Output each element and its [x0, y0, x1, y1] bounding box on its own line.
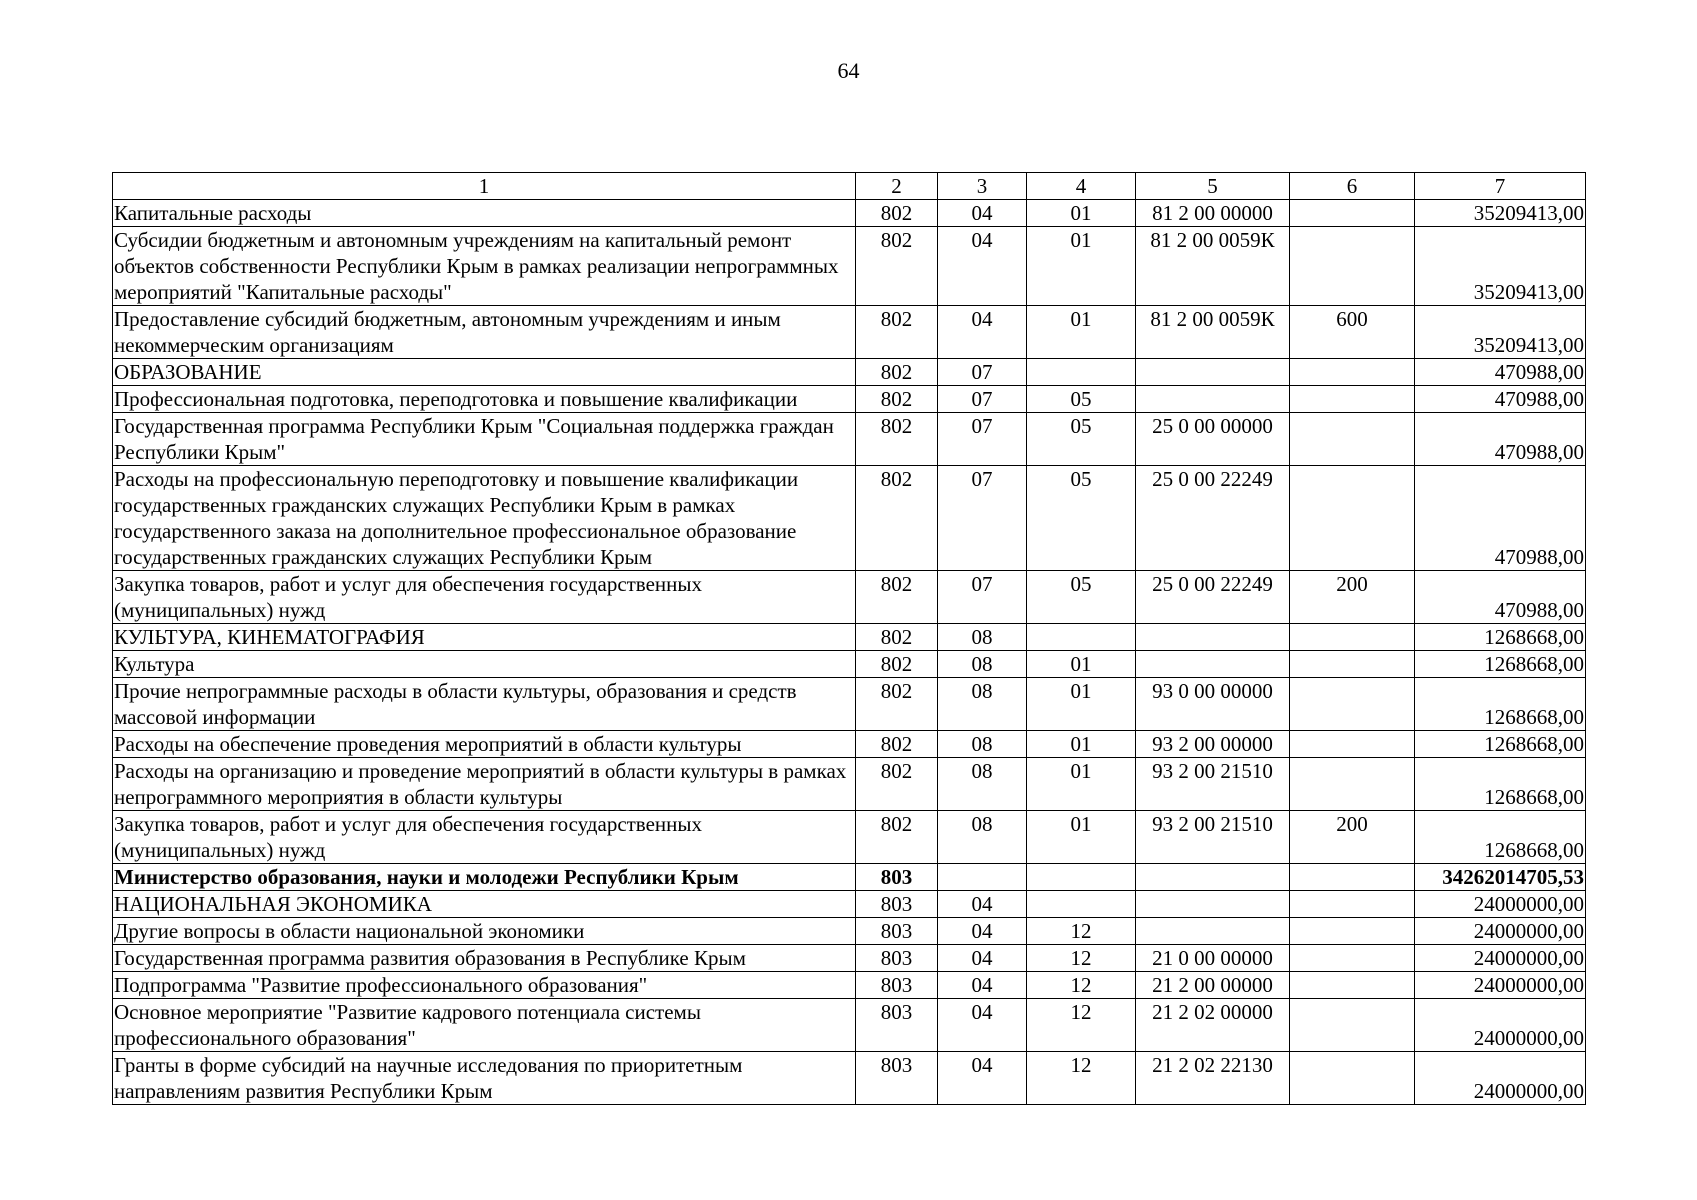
code-5-cell: 21 2 02 22130	[1136, 1052, 1290, 1105]
table-row	[113, 359, 1586, 386]
amount-cell: 24000000,00	[1415, 972, 1586, 999]
row-name-cell: Основное мероприятие "Развитие кадрового потенциала системы профессионального образования"	[113, 999, 856, 1052]
code-2-cell: 802	[856, 359, 938, 386]
amount-cell: 470988,00	[1415, 466, 1586, 571]
amount-cell: 1268668,00	[1415, 678, 1586, 731]
code-6-cell	[1290, 413, 1415, 466]
code-5-cell: 21 2 00 00000	[1136, 972, 1290, 999]
table-row	[113, 571, 1586, 624]
code-2-cell: 803	[856, 945, 938, 972]
code-5-cell: 21 0 00 00000	[1136, 945, 1290, 972]
code-6-cell	[1290, 386, 1415, 413]
header-row	[113, 173, 1586, 200]
table-row	[113, 945, 1586, 972]
code-4-cell: 01	[1027, 227, 1136, 306]
code-2-cell: 802	[856, 811, 938, 864]
row-name-cell: Гранты в форме субсидий на научные исследования по приоритетным направлениям развития Республики Крым	[113, 1052, 856, 1105]
table-row	[113, 306, 1586, 359]
code-5-cell: 25 0 00 00000	[1136, 413, 1290, 466]
amount-cell: 35209413,00	[1415, 200, 1586, 227]
amount-cell: 24000000,00	[1415, 1052, 1586, 1105]
code-3-cell: 08	[938, 731, 1027, 758]
code-2-cell: 802	[856, 413, 938, 466]
code-4-cell: 12	[1027, 945, 1136, 972]
code-2-cell: 802	[856, 466, 938, 571]
code-6-cell	[1290, 731, 1415, 758]
code-4-cell: 01	[1027, 678, 1136, 731]
code-5-cell	[1136, 624, 1290, 651]
row-name-cell: Расходы на обеспечение проведения мероприятий в области культуры	[113, 731, 856, 758]
code-3-cell: 04	[938, 999, 1027, 1052]
budget-table	[112, 172, 1586, 1105]
code-4-cell: 01	[1027, 811, 1136, 864]
code-2-cell: 803	[856, 864, 938, 891]
code-6-cell	[1290, 945, 1415, 972]
table-row	[113, 811, 1586, 864]
code-2-cell: 803	[856, 972, 938, 999]
code-5-cell	[1136, 651, 1290, 678]
code-4-cell: 01	[1027, 731, 1136, 758]
table-row	[113, 1052, 1586, 1105]
column-header: 7	[1415, 173, 1586, 200]
code-3-cell: 07	[938, 413, 1027, 466]
code-4-cell	[1027, 891, 1136, 918]
table-row	[113, 227, 1586, 306]
column-header: 4	[1027, 173, 1136, 200]
amount-cell: 24000000,00	[1415, 999, 1586, 1052]
row-name-cell: Подпрограмма "Развитие профессионального образования"	[113, 972, 856, 999]
amount-cell: 34262014705,53	[1415, 864, 1586, 891]
code-5-cell: 93 2 00 21510	[1136, 758, 1290, 811]
code-2-cell: 802	[856, 624, 938, 651]
table-row	[113, 200, 1586, 227]
code-4-cell: 05	[1027, 571, 1136, 624]
code-5-cell: 81 2 00 0059К	[1136, 306, 1290, 359]
code-6-cell	[1290, 624, 1415, 651]
code-4-cell	[1027, 864, 1136, 891]
code-4-cell: 12	[1027, 972, 1136, 999]
code-3-cell: 04	[938, 972, 1027, 999]
amount-cell: 35209413,00	[1415, 227, 1586, 306]
amount-cell: 1268668,00	[1415, 731, 1586, 758]
code-4-cell: 01	[1027, 306, 1136, 359]
code-5-cell: 93 0 00 00000	[1136, 678, 1290, 731]
code-3-cell: 08	[938, 758, 1027, 811]
code-3-cell: 04	[938, 200, 1027, 227]
code-4-cell	[1027, 624, 1136, 651]
code-2-cell: 802	[856, 227, 938, 306]
amount-cell: 24000000,00	[1415, 945, 1586, 972]
code-4-cell: 05	[1027, 386, 1136, 413]
code-5-cell: 93 2 00 21510	[1136, 811, 1290, 864]
code-6-cell	[1290, 359, 1415, 386]
table-row	[113, 678, 1586, 731]
code-2-cell: 803	[856, 999, 938, 1052]
code-2-cell: 802	[856, 731, 938, 758]
column-header: 1	[113, 173, 856, 200]
code-6-cell	[1290, 1052, 1415, 1105]
code-5-cell: 81 2 00 00000	[1136, 200, 1290, 227]
code-6-cell	[1290, 758, 1415, 811]
code-3-cell: 08	[938, 811, 1027, 864]
code-5-cell: 25 0 00 22249	[1136, 466, 1290, 571]
code-2-cell: 802	[856, 386, 938, 413]
code-3-cell: 08	[938, 678, 1027, 731]
code-3-cell	[938, 864, 1027, 891]
row-name-cell: КУЛЬТУРА, КИНЕМАТОГРАФИЯ	[113, 624, 856, 651]
code-2-cell: 802	[856, 651, 938, 678]
column-header: 6	[1290, 173, 1415, 200]
code-3-cell: 04	[938, 945, 1027, 972]
code-2-cell: 803	[856, 918, 938, 945]
code-6-cell	[1290, 678, 1415, 731]
table-row	[113, 972, 1586, 999]
amount-cell: 35209413,00	[1415, 306, 1586, 359]
row-name-cell: ОБРАЗОВАНИЕ	[113, 359, 856, 386]
code-6-cell	[1290, 200, 1415, 227]
code-3-cell: 08	[938, 651, 1027, 678]
amount-cell: 1268668,00	[1415, 651, 1586, 678]
code-2-cell: 802	[856, 200, 938, 227]
row-name-cell: Закупка товаров, работ и услуг для обеспечения государственных (муниципальных) нужд	[113, 571, 856, 624]
code-5-cell	[1136, 918, 1290, 945]
code-4-cell: 05	[1027, 466, 1136, 571]
code-4-cell: 12	[1027, 918, 1136, 945]
row-name-cell: Другие вопросы в области национальной экономики	[113, 918, 856, 945]
code-2-cell: 802	[856, 678, 938, 731]
code-3-cell: 04	[938, 227, 1027, 306]
row-name-cell: Государственная программа развития образования в Республике Крым	[113, 945, 856, 972]
code-3-cell: 07	[938, 466, 1027, 571]
row-name-cell: НАЦИОНАЛЬНАЯ ЭКОНОМИКА	[113, 891, 856, 918]
table-row	[113, 999, 1586, 1052]
row-name-cell: Капитальные расходы	[113, 200, 856, 227]
code-6-cell	[1290, 651, 1415, 678]
amount-cell: 470988,00	[1415, 359, 1586, 386]
table-row	[113, 758, 1586, 811]
table-row	[113, 651, 1586, 678]
code-4-cell: 01	[1027, 200, 1136, 227]
amount-cell: 470988,00	[1415, 571, 1586, 624]
code-2-cell: 802	[856, 758, 938, 811]
code-5-cell: 21 2 02 00000	[1136, 999, 1290, 1052]
table-row	[113, 624, 1586, 651]
row-name-cell: Государственная программа Республики Крым "Социальная поддержка граждан Республики Крым"	[113, 413, 856, 466]
code-3-cell: 07	[938, 386, 1027, 413]
code-2-cell: 803	[856, 891, 938, 918]
code-6-cell	[1290, 918, 1415, 945]
row-name-cell: Предоставление субсидий бюджетным, автономным учреждениям и иным некоммерческим организациям	[113, 306, 856, 359]
code-2-cell: 802	[856, 571, 938, 624]
amount-cell: 1268668,00	[1415, 758, 1586, 811]
amount-cell: 24000000,00	[1415, 918, 1586, 945]
code-4-cell	[1027, 359, 1136, 386]
code-6-cell: 200	[1290, 571, 1415, 624]
table-row	[113, 731, 1586, 758]
row-name-cell: Расходы на профессиональную переподготовку и повышение квалификации государственных гражданских служащих Республики Крым в рамках государственного заказа на дополнительное профессиональное образование государственных гражданских служащих Республики Крым	[113, 466, 856, 571]
code-3-cell: 08	[938, 624, 1027, 651]
column-header: 2	[856, 173, 938, 200]
row-name-cell: Субсидии бюджетным и автономным учреждениям на капитальный ремонт объектов собственности Республики Крым в рамках реализации непрограммных мероприятий "Капитальные расходы"	[113, 227, 856, 306]
row-name-cell: Профессиональная подготовка, переподготовка и повышение квалификации	[113, 386, 856, 413]
column-header: 3	[938, 173, 1027, 200]
code-4-cell: 05	[1027, 413, 1136, 466]
code-3-cell: 07	[938, 359, 1027, 386]
code-6-cell	[1290, 864, 1415, 891]
code-2-cell: 802	[856, 306, 938, 359]
code-4-cell: 12	[1027, 999, 1136, 1052]
code-4-cell: 01	[1027, 758, 1136, 811]
code-3-cell: 04	[938, 306, 1027, 359]
code-6-cell	[1290, 891, 1415, 918]
code-4-cell: 12	[1027, 1052, 1136, 1105]
table-row	[113, 386, 1586, 413]
code-6-cell: 600	[1290, 306, 1415, 359]
row-name-cell: Министерство образования, науки и молодежи Республики Крым	[113, 864, 856, 891]
amount-cell: 1268668,00	[1415, 624, 1586, 651]
code-6-cell: 200	[1290, 811, 1415, 864]
code-3-cell: 07	[938, 571, 1027, 624]
code-5-cell	[1136, 386, 1290, 413]
code-3-cell: 04	[938, 918, 1027, 945]
code-6-cell	[1290, 999, 1415, 1052]
row-name-cell: Культура	[113, 651, 856, 678]
table-row	[113, 466, 1586, 571]
amount-cell: 470988,00	[1415, 386, 1586, 413]
code-3-cell: 04	[938, 891, 1027, 918]
table-row	[113, 864, 1586, 891]
code-4-cell: 01	[1027, 651, 1136, 678]
code-5-cell	[1136, 864, 1290, 891]
table-row	[113, 413, 1586, 466]
code-5-cell: 25 0 00 22249	[1136, 571, 1290, 624]
code-6-cell	[1290, 466, 1415, 571]
code-5-cell	[1136, 891, 1290, 918]
code-5-cell	[1136, 359, 1290, 386]
code-5-cell: 81 2 00 0059К	[1136, 227, 1290, 306]
code-6-cell	[1290, 227, 1415, 306]
code-3-cell: 04	[938, 1052, 1027, 1105]
table-row	[113, 918, 1586, 945]
row-name-cell: Закупка товаров, работ и услуг для обеспечения государственных (муниципальных) нужд	[113, 811, 856, 864]
table-row	[113, 891, 1586, 918]
page-number: 64	[837, 58, 860, 83]
code-2-cell: 803	[856, 1052, 938, 1105]
code-5-cell: 93 2 00 00000	[1136, 731, 1290, 758]
amount-cell: 470988,00	[1415, 413, 1586, 466]
amount-cell: 24000000,00	[1415, 891, 1586, 918]
row-name-cell: Расходы на организацию и проведение мероприятий в области культуры в рамках непрограммного мероприятия в области культуры	[113, 758, 856, 811]
column-header: 5	[1136, 173, 1290, 200]
amount-cell: 1268668,00	[1415, 811, 1586, 864]
row-name-cell: Прочие непрограммные расходы в области культуры, образования и средств массовой информации	[113, 678, 856, 731]
code-6-cell	[1290, 972, 1415, 999]
